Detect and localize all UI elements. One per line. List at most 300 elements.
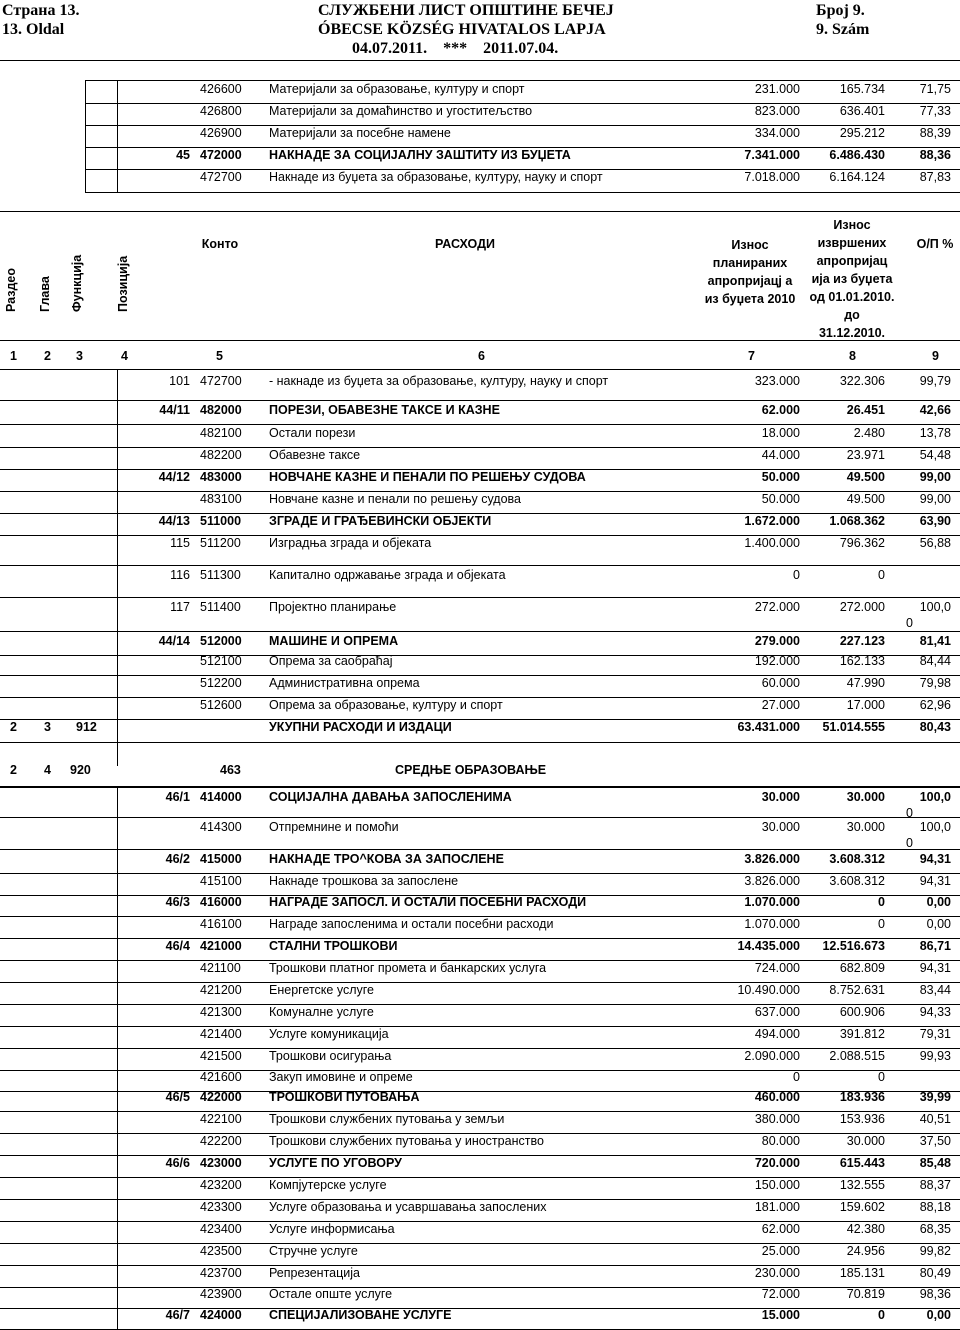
cell-percent: 80,49	[919, 1266, 951, 1280]
cell-plan: 380.000	[754, 1112, 800, 1126]
section-top-rule	[0, 742, 960, 743]
cell-naziv: Накнаде из буџета за образовање, културу, науку и спорт	[269, 170, 603, 184]
cell-naziv: ЗГРАДЕ И ГРАЂЕВИНСКИ ОБЈЕКТИ	[269, 514, 492, 528]
cell-izvrseno: 162.133	[839, 654, 885, 668]
cell-percent: 99,93	[919, 1049, 951, 1063]
cell-konto: 414300	[200, 820, 242, 834]
cell-percent: 88,18	[919, 1200, 951, 1214]
cell-naziv: Пројектно планирање	[269, 600, 397, 614]
cell-pozicija: 116	[170, 568, 190, 582]
izv-line-7: 31.12.2010.	[818, 326, 886, 340]
cell-plan: 720.000	[754, 1156, 800, 1170]
cell-percent: 39,99	[919, 1090, 951, 1104]
table-row	[0, 403, 960, 425]
cell-konto: 511200	[200, 536, 241, 550]
cell-izvrseno: 30.000	[846, 820, 885, 834]
cell-percent: 88,36	[919, 148, 951, 162]
cell-izvrseno: 636.401	[839, 104, 885, 118]
plan-line-4: из буџета 2010	[704, 292, 796, 306]
cell-konto: 512100	[200, 654, 242, 668]
cell-plan: 63.431.000	[737, 720, 800, 734]
cell-percent: 100,0	[919, 600, 951, 614]
header-top-rule	[0, 211, 960, 212]
cell-percent: 94,31	[919, 852, 951, 866]
row-rule	[0, 597, 960, 598]
table-row	[0, 917, 960, 939]
cell-izvrseno: 796.362	[839, 536, 885, 550]
cell-izvrseno: 165.734	[839, 82, 885, 96]
cell-naziv: Отпремнине и помоћи	[269, 820, 399, 834]
cell-naziv: Награде запосленима и остали посебни расходи	[269, 917, 554, 931]
cell-konto: 415000	[200, 852, 242, 866]
cell-konto: 423300	[200, 1200, 242, 1214]
col-header-konto: Конто	[201, 237, 239, 251]
cell-naziv: Услуге информисања	[269, 1222, 395, 1236]
cell-konto: 511000	[200, 514, 242, 528]
cell-pozicija: 44/13	[158, 514, 190, 528]
cell-izvrseno: 70.819	[846, 1287, 885, 1301]
cell-percent: 88,37	[919, 1178, 951, 1192]
table-row	[0, 1112, 960, 1134]
cell-pozicija: 115	[170, 536, 190, 550]
cell-pozicija: 46/5	[165, 1090, 190, 1104]
cell-plan: 44.000	[761, 448, 800, 462]
cell-naziv: Накнаде трошкова за запослене	[269, 874, 459, 888]
cell-konto: 421400	[200, 1027, 242, 1041]
col-header-izvrseno	[802, 216, 902, 342]
cell-plan: 230.000	[754, 1266, 800, 1280]
cell-konto: 423000	[200, 1156, 242, 1170]
cell-plan: 2.090.000	[744, 1049, 800, 1063]
cell-percent: 37,50	[919, 1134, 951, 1148]
cell-plan: 15.000	[761, 1308, 800, 1322]
cell-konto: 421600	[200, 1070, 242, 1084]
cell-izvrseno: 17.000	[846, 698, 885, 712]
cell-plan: 1.672.000	[744, 514, 800, 528]
cell-naziv: Енергетске услуге	[269, 983, 374, 997]
cell-konto: 512200	[200, 676, 242, 690]
table-row	[0, 514, 960, 536]
cell-naziv: УСЛУГЕ ПО УГОВОРУ	[269, 1156, 402, 1170]
cell-naziv: Репрезентација	[269, 1266, 360, 1280]
row-rule	[0, 424, 960, 425]
cell-percent: 98,36	[919, 1287, 951, 1301]
col-header-plan	[700, 236, 800, 308]
table-row	[0, 104, 960, 126]
cell-izvrseno: 6.164.124	[829, 170, 885, 184]
cell-naziv: НОВЧАНЕ КАЗНЕ И ПЕНАЛИ ПО РЕШЕЊУ СУДОВА	[269, 470, 586, 484]
cell-naziv: Трошкови службених путовања у иностранство	[269, 1134, 544, 1148]
cell-izvrseno: 600.906	[839, 1005, 885, 1019]
table-row	[0, 536, 960, 558]
cell-izvrseno: 30.000	[846, 1134, 885, 1148]
cell-izvrseno: 8.752.631	[829, 983, 885, 997]
cell-naziv: ТРОШКОВИ ПУТОВАЊА	[269, 1090, 420, 1104]
col-header-funkcija: Функција	[70, 254, 84, 312]
col-number: 1	[10, 349, 17, 363]
col-number-row	[0, 349, 960, 371]
plan-line-1: Износ	[731, 238, 769, 252]
cell-percent: 81,41	[919, 634, 951, 648]
cell-percent: 80,43	[919, 720, 951, 734]
cell-naziv: Опрема за саобраћај	[269, 654, 393, 668]
cell-percent: 99,00	[919, 492, 951, 506]
cell-plan: 62.000	[761, 1222, 800, 1236]
cell-konto: 426600	[200, 82, 242, 96]
pct-wrap-text: 0	[906, 616, 913, 630]
table-row	[0, 1070, 960, 1092]
top-table-border	[85, 192, 960, 193]
cell-percent: 0,00	[926, 1308, 951, 1322]
cell-naziv: НАГРАДЕ ЗАПОСЛ. И ОСТАЛИ ПОСЕБНИ РАСХОДИ	[269, 895, 587, 909]
cell-percent: 79,31	[919, 1027, 951, 1041]
cell-percent: 86,71	[919, 939, 951, 953]
cell-percent: 99,79	[919, 374, 951, 388]
cell-plan: 0	[793, 568, 800, 582]
cell-konto: 416000	[200, 895, 242, 909]
table-row	[0, 1308, 960, 1330]
cell-plan: 50.000	[761, 470, 800, 484]
cell-naziv: НАКНАДЕ ЗА СОЦИЈАЛНУ ЗАШТИТУ ИЗ БУЏЕТА	[269, 148, 571, 162]
table-row	[0, 1178, 960, 1200]
table-row	[0, 720, 960, 742]
cell-plan: 3.826.000	[744, 852, 800, 866]
col-number: 2	[44, 349, 51, 363]
cell-konto: 472700	[200, 374, 242, 388]
cell-percent: 79,98	[919, 676, 951, 690]
cell-percent: 94,33	[919, 1005, 951, 1019]
table-row	[0, 895, 960, 917]
col-header-rashodi: РАСХОДИ	[435, 237, 495, 251]
cell-percent: 42,66	[919, 403, 951, 417]
cell-plan: 272.000	[754, 600, 800, 614]
cell-naziv: Трошкови службених путовања у земљи	[269, 1112, 505, 1126]
cell-percent: 85,48	[919, 1156, 951, 1170]
table-row	[0, 874, 960, 896]
header-rule	[0, 60, 960, 61]
col-number: 8	[849, 349, 856, 363]
top-table-border	[85, 80, 960, 81]
col-header-pozicija: Позиција	[116, 255, 130, 312]
table-row	[0, 1200, 960, 1222]
cell-percent: 71,75	[919, 82, 951, 96]
section-funkcija: 920	[70, 763, 91, 777]
cell-izvrseno: 24.956	[846, 1244, 885, 1258]
cell-konto: 423500	[200, 1244, 242, 1258]
cell-plan: 323.000	[754, 374, 800, 388]
plan-line-3: апропријацј а	[707, 274, 793, 288]
cell-izvrseno: 391.812	[839, 1027, 885, 1041]
row-rule	[0, 787, 960, 788]
cell-konto: 511300	[200, 568, 241, 582]
cell-izvrseno: 51.014.555	[822, 720, 885, 734]
table-row	[0, 148, 960, 170]
table-row	[0, 1005, 960, 1027]
cell-naziv: Остале опште услуге	[269, 1287, 393, 1301]
journal-title-sr: СЛУЖБЕНИ ЛИСТ ОПШТИНЕ БЕЧЕЈ	[318, 2, 614, 19]
cell-izvrseno: 159.602	[839, 1200, 885, 1214]
cell-konto: 423400	[200, 1222, 242, 1236]
cell-konto: 422100	[200, 1112, 242, 1126]
cell-izvrseno: 0	[878, 1308, 885, 1322]
cell-naziv: Административна опрема	[269, 676, 420, 690]
cell-izvrseno: 0	[878, 568, 885, 582]
cell-naziv: СПЕЦИЈАЛИЗОВАНЕ УСЛУГЕ	[269, 1308, 452, 1322]
cell-percent: 0,00	[926, 917, 951, 931]
table-row	[0, 1244, 960, 1266]
number-row-rule	[0, 369, 960, 370]
cell-izvrseno: 2.480	[853, 426, 885, 440]
cell-pozicija: 46/6	[165, 1156, 190, 1170]
cell-naziv: Капитално одржавање зграда и објеката	[269, 568, 506, 582]
cell-izvrseno: 0	[878, 895, 885, 909]
cell-konto: 511400	[200, 600, 241, 614]
cell-naziv: СОЦИЈАЛНА ДАВАЊА ЗАПОСЛЕНИМА	[269, 790, 512, 804]
table-row	[0, 961, 960, 983]
cell-plan: 334.000	[754, 126, 800, 140]
cell-izvrseno: 42.380	[846, 1222, 885, 1236]
cell-izvrseno: 3.608.312	[829, 852, 885, 866]
cell-plan: 460.000	[754, 1090, 800, 1104]
table-row	[0, 170, 960, 192]
cell-izvrseno: 6.486.430	[829, 148, 885, 162]
header-bottom-rule	[0, 340, 960, 341]
cell-plan: 1.070.000	[744, 895, 800, 909]
izv-line-5: од 01.01.2010.	[809, 290, 895, 304]
col-header-op: О/П %	[916, 237, 954, 251]
date-line: 04.07.2011. *** 2011.07.04.	[352, 40, 559, 57]
cell-naziv: Материјали за посебне намене	[269, 126, 451, 140]
pct-wrap	[0, 836, 960, 858]
cell-naziv: Остали порези	[269, 426, 356, 440]
page-number-hu: 13. Oldal	[2, 21, 65, 38]
table-row	[0, 654, 960, 676]
izv-line-1: Износ	[833, 218, 871, 232]
cell-percent: 94,31	[919, 874, 951, 888]
cell-konto: 421300	[200, 1005, 242, 1019]
cell-percent: 100,0	[919, 790, 951, 804]
cell-naziv: Трошкови платног промета и банкарских услуга	[269, 961, 547, 975]
cell-naziv: УКУПНИ РАСХОДИ И ИЗДАЦИ	[269, 720, 452, 734]
cell-percent: 63,90	[919, 514, 951, 528]
cell-percent: 83,44	[919, 983, 951, 997]
cell-plan: 279.000	[754, 634, 800, 648]
page-number-sr: Страна 13.	[2, 2, 80, 19]
cell-plan: 50.000	[761, 492, 800, 506]
section-title: СРЕДЊЕ ОБРАЗОВАЊЕ	[395, 763, 547, 777]
cell-percent: 62,96	[919, 698, 951, 712]
cell-percent: 84,44	[919, 654, 951, 668]
table-row	[0, 426, 960, 448]
cell-izvrseno: 185.131	[839, 1266, 885, 1280]
cell-percent: 54,48	[919, 448, 951, 462]
cell-izvrseno: 615.443	[839, 1156, 885, 1170]
cell-naziv: Материјали за домаћинство и угоститељство	[269, 104, 533, 118]
cell-percent: 94,31	[919, 961, 951, 975]
cell-naziv: Услуге образовања и усавршавања запослених	[269, 1200, 547, 1214]
cell-konto: 416100	[200, 917, 242, 931]
plan-line-2: планираних	[712, 256, 788, 270]
cell-naziv: МАШИНЕ И ОПРЕМА	[269, 634, 399, 648]
cell-izvrseno: 49.500	[846, 470, 885, 484]
issue-number-sr: Број 9.	[816, 2, 865, 19]
cell-konto: 423700	[200, 1266, 242, 1280]
table-row	[0, 1287, 960, 1309]
cell-konto: 426900	[200, 126, 242, 140]
cell-plan: 30.000	[761, 820, 800, 834]
cell-plan: 25.000	[761, 1244, 800, 1258]
pct-wrap-text: 0	[906, 836, 913, 850]
izv-line-2: извршених	[817, 236, 887, 250]
pct-wrap	[0, 806, 960, 828]
cell-naziv: Закуп имовине и опреме	[269, 1070, 413, 1084]
cell-konto: 421000	[200, 939, 242, 953]
cell-plan: 150.000	[754, 1178, 800, 1192]
cell-plan: 192.000	[754, 654, 800, 668]
cell-konto: 472000	[200, 148, 242, 162]
izv-line-4: ија из буџета	[811, 272, 893, 286]
cell-izvrseno: 322.306	[839, 374, 885, 388]
cell-plan: 1.400.000	[744, 536, 800, 550]
col-number: 3	[76, 349, 83, 363]
cell-naziv: ПОРЕЗИ, ОБАВЕЗНЕ ТАКСЕ И КАЗНЕ	[269, 403, 500, 417]
cell-plan: 27.000	[761, 698, 800, 712]
cell-plan: 10.490.000	[737, 983, 800, 997]
col-number: 5	[216, 349, 223, 363]
cell-percent: 13,78	[919, 426, 951, 440]
cell-plan: 637.000	[754, 1005, 800, 1019]
cell-plan: 80.000	[761, 1134, 800, 1148]
table-row	[0, 676, 960, 698]
cell-izvrseno: 132.555	[839, 1178, 885, 1192]
cell-naziv: Опрема за образовање, културу и спорт	[269, 698, 503, 712]
table-row	[0, 1266, 960, 1288]
table-row	[0, 1156, 960, 1178]
col-number: 7	[748, 349, 755, 363]
col-number: 9	[932, 349, 939, 363]
cell-naziv: Компјутерске услуге	[269, 1178, 387, 1192]
section-glava: 4	[44, 763, 51, 777]
row-rule	[0, 565, 960, 566]
cell-naziv: НАКНАДЕ ТРО^КОВА ЗА ЗАПОСЛЕНЕ	[269, 852, 504, 866]
cell-konto: 472700	[200, 170, 242, 184]
cell-konto: 414000	[200, 790, 242, 804]
cell-izvrseno: 0	[878, 917, 885, 931]
cell-glava: 3	[44, 720, 51, 734]
cell-naziv: СТАЛНИ ТРОШКОВИ	[269, 939, 398, 953]
cell-naziv: Материјали за образовање, културу и спорт	[269, 82, 525, 96]
cell-konto: 483100	[200, 492, 242, 506]
cell-konto: 512000	[200, 634, 242, 648]
cell-pozicija: 117	[170, 600, 190, 614]
cell-percent: 99,82	[919, 1244, 951, 1258]
cell-pozicija: 44/11	[159, 403, 190, 417]
table-row	[0, 1049, 960, 1071]
cell-plan: 181.000	[754, 1200, 800, 1214]
cell-plan: 231.000	[754, 82, 800, 96]
table-row	[0, 126, 960, 148]
cell-izvrseno: 0	[878, 1070, 885, 1084]
table-row	[0, 492, 960, 514]
cell-konto: 512600	[200, 698, 242, 712]
cell-naziv: Обавезне таксе	[269, 448, 361, 462]
cell-izvrseno: 1.068.362	[829, 514, 885, 528]
cell-percent: 40,51	[919, 1112, 951, 1126]
cell-konto: 423900	[200, 1287, 242, 1301]
cell-izvrseno: 272.000	[839, 600, 885, 614]
cell-pozicija: 45	[176, 148, 190, 162]
col-header-razdeo: Раздео	[4, 267, 18, 312]
cell-izvrseno: 47.990	[846, 676, 885, 690]
cell-naziv: Стручне услуге	[269, 1244, 358, 1258]
cell-percent: 56,88	[919, 536, 951, 550]
cell-plan: 0	[793, 1070, 800, 1084]
cell-konto: 482000	[200, 403, 242, 417]
cell-konto: 483000	[200, 470, 242, 484]
cell-konto: 421100	[200, 961, 241, 975]
izv-line-6: до	[844, 308, 860, 322]
cell-konto: 421200	[200, 983, 242, 997]
cell-percent: 100,0	[919, 820, 951, 834]
cell-naziv: Услуге комуникација	[269, 1027, 389, 1041]
cell-konto: 482200	[200, 448, 242, 462]
cell-plan: 30.000	[761, 790, 800, 804]
cell-naziv: Трошкови осигурања	[269, 1049, 392, 1063]
col-number: 6	[478, 349, 485, 363]
col-header-glava: Глава	[38, 276, 52, 312]
table-row	[0, 1027, 960, 1049]
row-rule	[0, 400, 960, 401]
cell-izvrseno: 26.451	[846, 403, 885, 417]
cell-plan: 72.000	[761, 1287, 800, 1301]
table-row	[0, 1134, 960, 1156]
cell-plan: 7.341.000	[744, 148, 800, 162]
cell-izvrseno: 682.809	[839, 961, 885, 975]
section-razdeo: 2	[10, 763, 17, 777]
cell-pozicija: 46/7	[165, 1308, 190, 1322]
cell-percent: 99,00	[919, 470, 951, 484]
cell-konto: 426800	[200, 104, 242, 118]
cell-izvrseno: 227.123	[839, 634, 885, 648]
cell-plan: 1.070.000	[744, 917, 800, 931]
cell-izvrseno: 30.000	[846, 790, 885, 804]
cell-plan: 14.435.000	[737, 939, 800, 953]
cell-izvrseno: 183.936	[839, 1090, 885, 1104]
cell-konto: 424000	[200, 1308, 242, 1322]
cell-izvrseno: 153.936	[839, 1112, 885, 1126]
cell-plan: 823.000	[754, 104, 800, 118]
cell-percent: 88,39	[919, 126, 951, 140]
cell-konto: 421500	[200, 1049, 242, 1063]
cell-konto: 422000	[200, 1090, 242, 1104]
cell-naziv: Изградња зграда и објеката	[269, 536, 432, 550]
cell-plan: 494.000	[754, 1027, 800, 1041]
cell-percent: 77,33	[919, 104, 951, 118]
pct-wrap-text: 0	[906, 806, 913, 820]
section-rule	[0, 786, 960, 787]
cell-naziv: - накнаде из буџета за образовање, културу, науку и спорт	[269, 374, 609, 388]
cell-plan: 7.018.000	[744, 170, 800, 184]
cell-pozicija: 46/1	[165, 790, 190, 804]
cell-izvrseno: 23.971	[846, 448, 885, 462]
table-row	[0, 448, 960, 470]
section-konto: 463	[220, 763, 241, 777]
issue-number-hu: 9. Szám	[816, 21, 870, 38]
page-header	[0, 0, 960, 60]
cell-konto: 415100	[200, 874, 242, 888]
cell-naziv: Новчане казне и пенали по решењу судова	[269, 492, 521, 506]
cell-percent: 87,83	[919, 170, 951, 184]
